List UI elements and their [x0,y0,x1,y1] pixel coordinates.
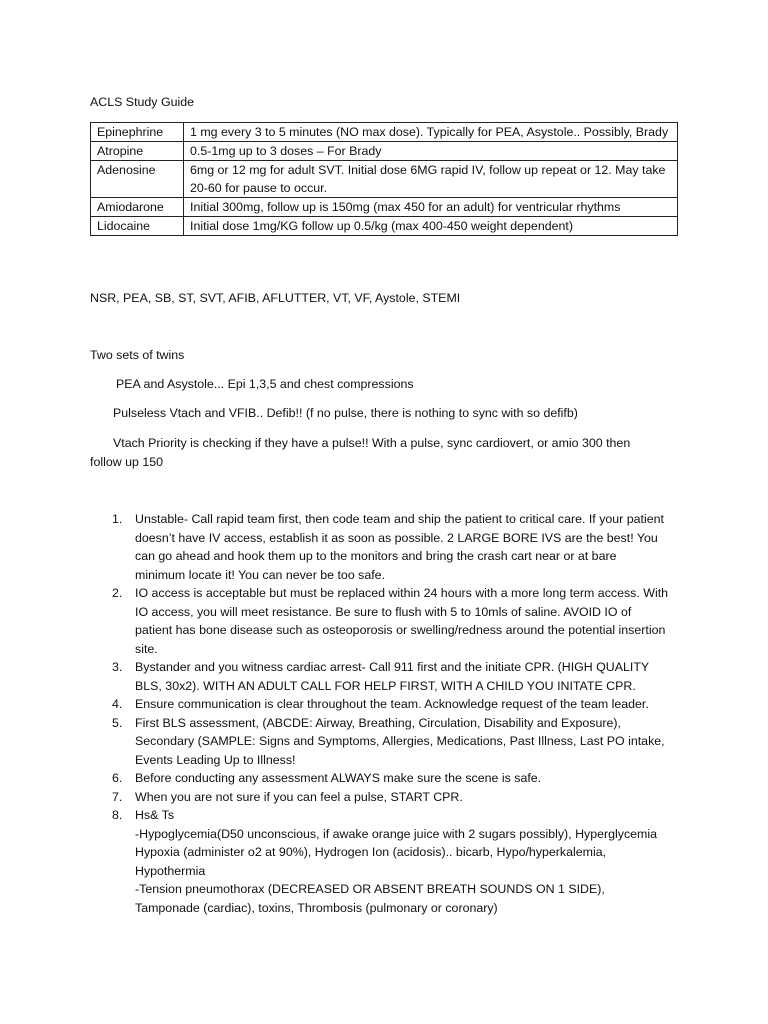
list-item-text: Bystander and you witness cardiac arrest- Call 911 first and the initiate CPR. (HIGH QUALITY BLS, 30x2). WITH AN ADULT CALL FOR HELP FIRST, WITH A CHILD YOU INITATE CPR. [135,660,649,693]
list-number: 5. [112,715,123,730]
drug-name: Atropine [91,142,184,161]
list-item-text: Unstable- Call rapid team first, then code team and ship the patient to critical care. If your patient doesn’t have IV access, establish it as soon as possible. 2 LARGE BORE IVS are the best! You can go ahead and hook them up to the monitors and bring the crash cart near or at bare minimum locate it! You can never be too safe. [135,512,664,582]
twins-line-pea: PEA and Asystole... Epi 1,3,5 and chest compressions [116,377,414,391]
list-item-text: First BLS assessment, (ABCDE: Airway, Breathing, Circulation, Disability and Exposure), Secondary (SAMPLE: Signs and Symptoms, Allergies, Medications, Past Illness, Last PO intake, Events Leading Up to Illness! [135,715,665,767]
table-row [91,217,678,236]
ts-list-text: -Tension pneumothorax (DECREASED OR ABSENT BREATH SOUNDS ON 1 SIDE), Tamponade (cardiac), toxins, Thrombosis (pulmonary or coronary) [135,882,605,915]
list-item [90,769,670,788]
numbered-notes-list [90,510,670,917]
list-item-text: When you are not sure if you can feel a pulse, START CPR. [135,789,463,804]
table-row [91,161,678,198]
list-item-text: Hs& Ts [135,808,175,822]
list-number: 6. [112,771,123,785]
list-item [90,806,670,917]
drug-table [90,122,678,236]
drug-name: Lidocaine [91,217,184,236]
list-number: 1. [112,512,123,526]
rhythm-list: NSR, PEA, SB, ST, SVT, AFIB, AFLUTTER, VT, VF, Aystole, STEMI [90,291,461,305]
drug-name: Adenosine [91,161,184,198]
drug-detail: 1 mg every 3 to 5 minutes (NO max dose). Typically for PEA, Asystole.. Possibly, Brady [184,123,678,142]
list-item-text: IO access is acceptable but must be replaced within 24 hours with a more long term access. With IO access, you will meet resistance. Be sure to flush with 5 to 10mls of saline. AVOID IO of patient has bone disease such as osteoporosis or swelling/redness around the potential insertion site. [135,586,669,656]
hs-list-text: -Hypoglycemia(D50 unconscious, if awake orange juice with 2 sugars possibly), Hyperglycemia Hypoxia (administer o2 at 90%), Hydrogen Ion (acidosis).. bicarb, Hypo/hyperkalemia, Hypothermia [135,826,658,878]
list-item [90,714,670,770]
drug-detail: 0.5-1mg up to 3 doses – For Brady [184,142,678,161]
list-number: 3. [112,660,123,674]
drug-name: Epinephrine [91,123,184,142]
list-number: 8. [112,808,123,822]
list-number: 2. [112,586,123,600]
drug-detail: 6mg or 12 mg for adult SVT. Initial dose 6MG rapid IV, follow up repeat or 12. May take 20-60 for pause to occur. [184,161,678,198]
drug-detail: Initial dose 1mg/KG follow up 0.5/kg (max 400-450 weight dependent) [184,217,678,236]
drug-name: Amiodarone [91,198,184,217]
list-number: 7. [112,789,123,804]
list-item [90,658,670,695]
vtach-priority-text: Vtach Priority is checking if they have a pulse!! With a pulse, sync cardiovert, or amio 300 then follow up 150 [90,436,631,469]
list-item-text: Ensure communication is clear throughout the team. Acknowledge request of the team leader. [135,697,649,711]
table-row [91,142,678,161]
list-item [90,510,670,584]
document-title: ACLS Study Guide [90,95,195,109]
list-item [90,584,670,658]
drug-detail: Initial 300mg, follow up is 150mg (max 450 for an adult) for ventricular rhythms [184,198,678,217]
list-item [90,788,670,807]
twins-heading: Two sets of twins [90,348,185,362]
table-row [91,123,678,142]
list-number: 4. [112,697,123,711]
list-item [90,695,670,714]
list-item-text: Before conducting any assessment ALWAYS make sure the scene is safe. [135,771,542,785]
table-row [91,198,678,217]
twins-line-vfib: Pulseless Vtach and VFIB.. Defib!! (f no pulse, there is nothing to sync with so defifb) [113,406,578,420]
